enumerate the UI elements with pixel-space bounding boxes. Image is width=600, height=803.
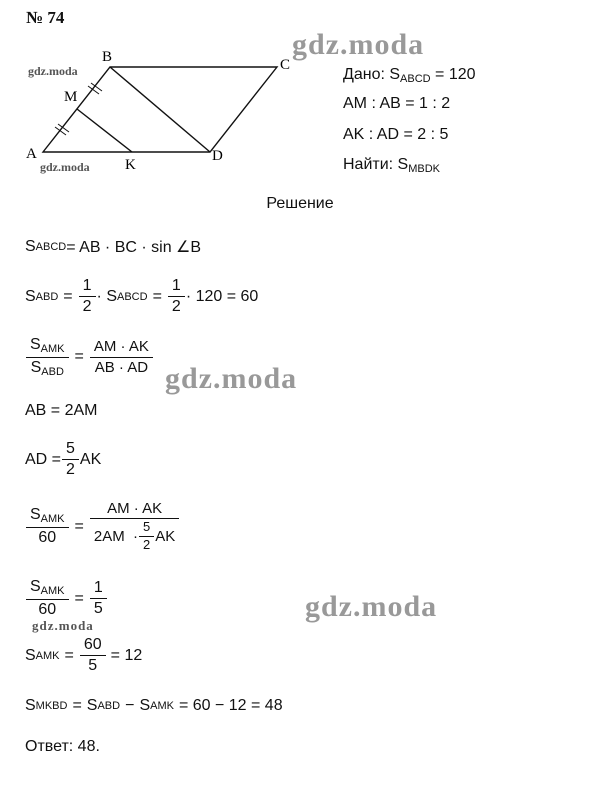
- area-subscript: AMK: [150, 700, 174, 712]
- area-subscript: ABCD: [35, 241, 67, 253]
- given-area: [343, 66, 476, 85]
- denominator: [26, 357, 69, 379]
- numerator: 1: [171, 277, 181, 294]
- label-c: C: [280, 57, 291, 73]
- segment-mk: [77, 109, 132, 152]
- area-subscript: ABCD: [117, 290, 148, 303]
- area-subscript: AMK: [40, 585, 65, 597]
- numerator: [28, 336, 67, 357]
- problem-number: № 74: [26, 8, 65, 27]
- area-symbol: S: [30, 358, 42, 376]
- watermark: gdz.moda: [305, 590, 438, 623]
- denominator: 2: [168, 296, 185, 316]
- numerator: 1: [82, 277, 92, 294]
- formula-text: 2AM ·: [93, 528, 139, 546]
- equals-sign: =: [74, 517, 84, 535]
- formula-text: = AB · BC · sin ∠B: [66, 239, 202, 256]
- answer: Ответ: 48.: [25, 738, 100, 755]
- numerator: AM · AK: [93, 338, 149, 356]
- area-symbol: S: [25, 646, 36, 664]
- solution-line-3: [25, 336, 154, 378]
- solution-line-9: [25, 697, 283, 715]
- area-subscript: AMK: [40, 343, 65, 355]
- numerator: [28, 506, 67, 527]
- equals-sign: =: [152, 287, 162, 305]
- formula-text: AD =: [25, 450, 62, 468]
- figure-watermark-top: gdz.moda: [28, 64, 78, 78]
- denominator: 5: [80, 655, 106, 675]
- fraction: [92, 579, 105, 619]
- numerator: 5: [66, 440, 75, 457]
- numerator: 5: [143, 519, 151, 535]
- label-b: B: [102, 49, 113, 65]
- watermark: gdz.moda: [32, 618, 94, 633]
- area-symbol: S: [25, 287, 36, 305]
- diagonal-bd: [110, 67, 210, 152]
- equals-sign: =: [63, 287, 73, 305]
- formula-text: · S: [96, 287, 117, 305]
- figure-watermark-bottom: gdz.moda: [40, 160, 90, 174]
- denominator: 60: [26, 599, 69, 619]
- formula-text: = 60 − 12 = 48: [178, 697, 283, 714]
- fraction: [82, 636, 104, 676]
- fraction: [92, 338, 151, 376]
- minus-sign: −: [125, 697, 135, 714]
- area-subscript: ABD: [35, 290, 59, 303]
- given-ratio-ak-ad: AK : AD = 2 : 5: [343, 126, 449, 143]
- equals-sign: =: [74, 589, 84, 607]
- watermark: gdz.moda: [165, 362, 298, 395]
- fraction: [28, 336, 67, 378]
- solution-line-8: [25, 636, 142, 676]
- given-subscript: ABCD: [400, 73, 431, 85]
- watermark: gdz.moda: [292, 28, 425, 61]
- solution-heading: Решение: [266, 195, 334, 212]
- fraction: [170, 277, 183, 317]
- fraction: [141, 520, 152, 553]
- given-label: Дано: S: [343, 66, 401, 83]
- fraction: [28, 506, 67, 547]
- formula-text: AK: [155, 528, 176, 546]
- numerator: 60: [83, 636, 102, 653]
- fraction: [28, 578, 67, 619]
- denominator: 2: [79, 296, 96, 316]
- area-symbol: S: [30, 578, 41, 595]
- find-area: [343, 156, 440, 175]
- formula-text: · 120 = 60: [185, 287, 259, 305]
- area-subscript: MKBD: [35, 700, 68, 712]
- denominator: 60: [26, 527, 69, 547]
- solution-line-1: [25, 237, 201, 257]
- equals-sign: =: [74, 348, 84, 366]
- area-subscript: ABD: [97, 700, 121, 712]
- denominator: 5: [90, 598, 107, 618]
- solution-line-2: [25, 277, 258, 317]
- solution-line-5: [25, 440, 101, 480]
- label-m: M: [64, 89, 78, 105]
- solution-line-4: AB = 2AM: [25, 402, 98, 419]
- numerator: [28, 578, 67, 599]
- fraction: [81, 277, 94, 317]
- area-symbol: S: [25, 697, 36, 714]
- solution-line-6: [25, 500, 180, 553]
- area-subscript: AMK: [40, 513, 65, 526]
- formula-text: = 12: [110, 646, 143, 664]
- solution-line-7: [25, 578, 108, 619]
- area-symbol: S: [30, 336, 41, 353]
- equals-sign: =: [72, 697, 82, 714]
- denominator: 2: [139, 536, 154, 553]
- label-k: K: [125, 157, 136, 173]
- parallelogram-figure: [20, 45, 320, 175]
- label-d: D: [212, 148, 223, 164]
- given-value: = 120: [430, 66, 476, 83]
- label-a: A: [26, 146, 37, 162]
- area-subscript: ABD: [41, 365, 64, 378]
- find-label: Найти: S: [343, 156, 409, 173]
- area-symbol: S: [30, 506, 41, 524]
- area-subscript: AMK: [35, 649, 60, 662]
- numerator: 1: [93, 578, 103, 596]
- area-symbol: S: [86, 697, 98, 714]
- area-symbol: S: [25, 238, 36, 255]
- given-ratio-am-ab: AM : AB = 1 : 2: [343, 95, 451, 112]
- formula-text: AK: [79, 450, 102, 468]
- equals-sign: =: [64, 646, 74, 664]
- numerator: AM · AK: [107, 500, 163, 517]
- fraction: [92, 500, 177, 553]
- denominator: 2: [62, 459, 79, 479]
- area-symbol: S: [139, 697, 151, 714]
- fraction: [64, 440, 77, 480]
- denominator: AB · AD: [90, 357, 153, 376]
- find-subscript: MBDK: [408, 163, 440, 175]
- denominator: [90, 518, 179, 553]
